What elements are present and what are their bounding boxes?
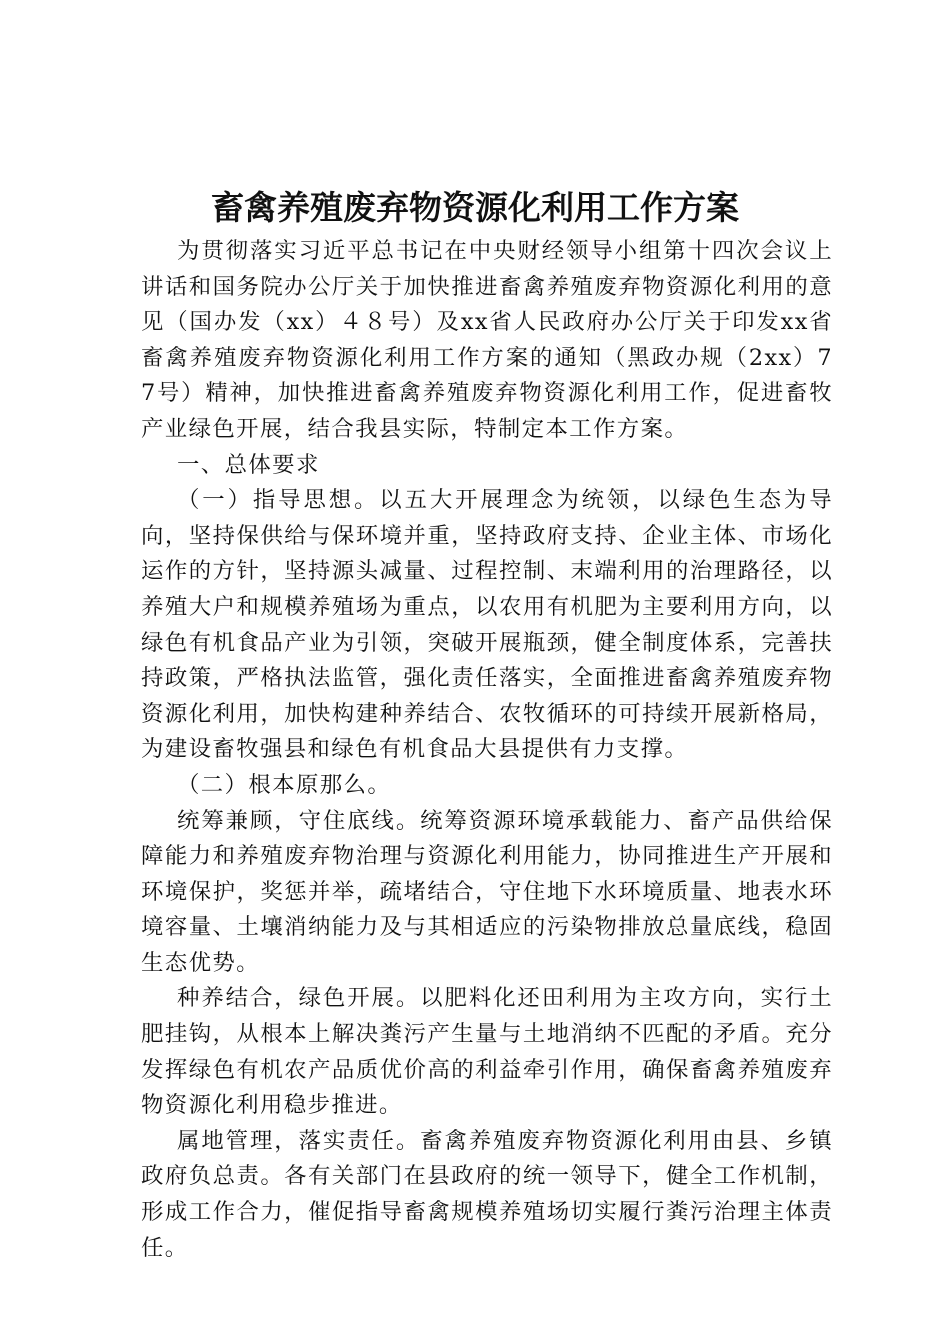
paragraph-principle-green-development: 种养结合，绿色开展。以肥料化还田利用为主攻方向，实行土肥挂钩，从根本上解决粪污产生量与土地消纳不匹配的矛盾。充分发挥绿色有机农产品质优价高的利益牵引作用，确保畜禽养殖废弃物资源化利用稳步推进。 bbox=[141, 985, 833, 1119]
paragraph-intro: 为贯彻落实习近平总书记在中央财经领导小组第十四次会议上讲话和国务院办公厅关于加快推进畜禽养殖废弃物资源化利用的意见（国办发（xx）４８号）及xx省人民政府办公厅关于印发xx省畜禽养殖废弃物资源化利用工作方案的通知（黑政办规（2xx）77号）精神，加快推进畜禽养殖废弃物资源化利用工作，促进畜牧产业绿色开展，结合我县实际，特制定本工作方案。 bbox=[141, 238, 833, 442]
heading-general-requirements: 一、总体要求 bbox=[177, 451, 320, 478]
document-title: 畜禽养殖废弃物资源化利用工作方案 bbox=[211, 188, 739, 227]
heading-basic-principles: （二）根本原那么。 bbox=[177, 771, 392, 798]
paragraph-guiding-ideology: （一）指导思想。以五大开展理念为统领，以绿色生态为导向，坚持保供给与保环境并重，坚持政府支持、企业主体、市场化运作的方针，坚持源头减量、过程控制、末端利用的治理路径，以养殖大户和规模养殖场为重点，以农用有机肥为主要利用方向，以绿色有机食品产业为引领，突破开展瓶颈，健全制度体系，完善扶持政策，严格执法监管，强化责任落实，全面推进畜禽养殖废弃物资源化利用，加快构建种养结合、农牧循环的可持续开展新格局，为建设畜牧强县和绿色有机食品大县提供有力支撑。 bbox=[141, 487, 833, 763]
paragraph-principle-overall-planning: 统筹兼顾，守住底线。统筹资源环境承载能力、畜产品供给保障能力和养殖废弃物治理与资源化利用能力，协同推进生产开展和环境保护，奖惩并举，疏堵结合，守住地下水环境质量、地表水环境容量、土壤消纳能力及与其相适应的污染物排放总量底线，稳固生态优势。 bbox=[141, 807, 833, 976]
document-body bbox=[141, 234, 833, 1266]
paragraph-principle-local-management: 属地管理，落实责任。畜禽养殖废弃物资源化利用由县、乡镇政府负总责。各有关部门在县政府的统一领导下，健全工作机制，形成工作合力，催促指导畜禽规模养殖场切实履行粪污治理主体责任。 bbox=[141, 1127, 833, 1261]
